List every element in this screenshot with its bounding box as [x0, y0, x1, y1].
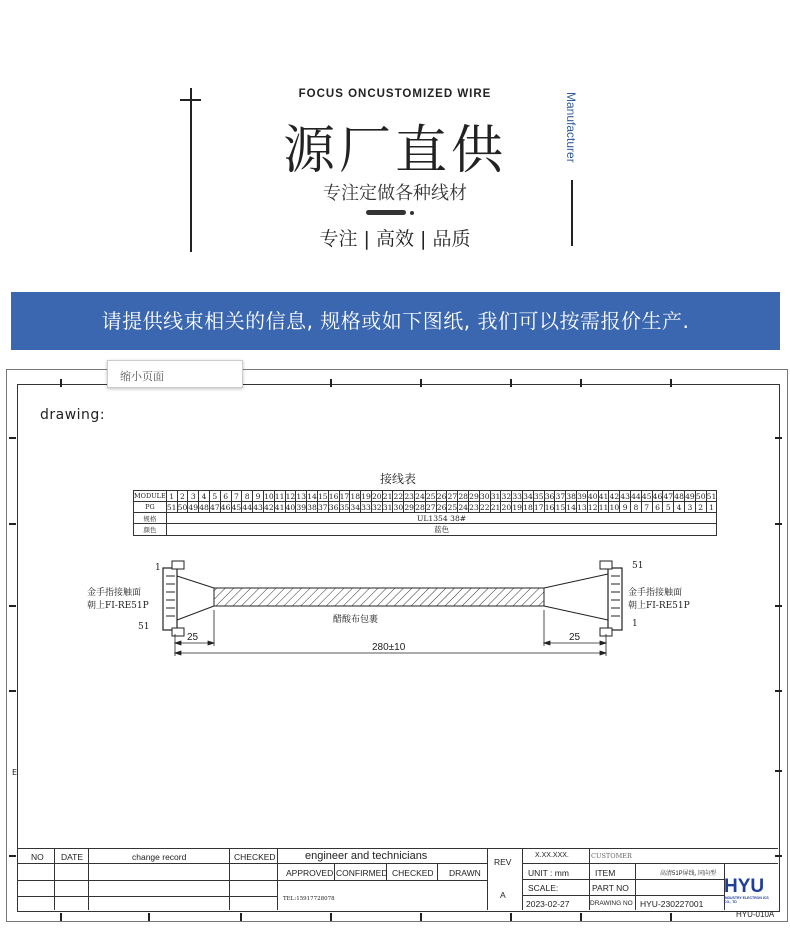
tb-col-date: DATE — [61, 852, 84, 862]
pg-cell: 14 — [566, 502, 576, 512]
module-cell: 27 — [447, 491, 458, 501]
module-cell: 6 — [220, 491, 231, 502]
module-cell: 17 — [339, 491, 350, 501]
module-cell: 26 — [436, 491, 447, 501]
wiring-table-title: 接线表 — [380, 472, 417, 486]
decor-dot — [410, 211, 414, 215]
module-cell: 32 — [501, 491, 512, 501]
pg-cell: 35 — [339, 502, 350, 512]
pg-cell: 48 — [199, 502, 209, 512]
pg-cell: 19 — [512, 502, 522, 512]
pg-cell: 11 — [598, 502, 609, 512]
dim-right: 25 — [569, 632, 581, 643]
drawing-label: drawing: — [40, 407, 106, 423]
decor-dash — [366, 210, 406, 215]
tb-rev: REV — [494, 857, 512, 867]
module-row — [134, 491, 717, 502]
tb-unit: UNIT : mm — [528, 868, 569, 878]
right-note-line2: 朝上FI-RE51P — [628, 601, 690, 611]
module-cell: 50 — [695, 491, 706, 501]
module-cell: 10 — [263, 491, 274, 501]
tb-confirmed: CONFIRMED — [336, 868, 388, 878]
tb-col-no: NO — [31, 852, 44, 862]
pg-cell: 18 — [523, 502, 533, 512]
tb-drawing-no-value: HYU-230227001 — [640, 899, 704, 909]
pg-cell: 29 — [404, 502, 415, 512]
header-subtitle: FOCUS ONCUSTOMIZED WIRE — [298, 88, 492, 100]
pg-cell: 8 — [631, 502, 642, 513]
pg-cell: 44 — [242, 502, 253, 512]
module-cell: 14 — [307, 491, 317, 501]
module-cell: 39 — [577, 491, 587, 501]
tb-tel: TEL:15917728078 — [283, 896, 335, 902]
module-cell: 1 — [166, 491, 177, 502]
dim-total: 280±10 — [372, 642, 406, 653]
pg-row — [134, 502, 717, 513]
pg-cell: 12 — [587, 502, 598, 512]
pg-cell: 26 — [436, 502, 447, 512]
side-manufacturer-text: Manufacturer — [564, 92, 578, 163]
tb-tolerance: X.XX.XXX. — [535, 852, 569, 859]
tb-drawing-no: DRAWING NO — [590, 900, 633, 907]
pg-cell: 45 — [231, 502, 242, 512]
module-cell: 8 — [242, 491, 253, 502]
module-cell: 40 — [587, 491, 598, 501]
pg-cell: 47 — [210, 502, 220, 512]
right-connector — [608, 568, 622, 630]
module-cell: 18 — [350, 491, 361, 501]
module-cell: 24 — [415, 491, 425, 501]
module-cell: 20 — [371, 491, 382, 501]
pg-cell: 15 — [555, 502, 566, 512]
pg-cell: 39 — [296, 502, 307, 512]
pg-cell: 2 — [695, 502, 706, 513]
pg-cell: 28 — [415, 502, 425, 512]
module-cell: 35 — [533, 491, 544, 501]
module-cell: 33 — [512, 491, 522, 501]
module-cell: 47 — [663, 491, 674, 501]
pg-cell: 41 — [274, 502, 285, 512]
pg-cell: 3 — [685, 502, 696, 513]
pg-cell: 23 — [469, 502, 479, 512]
module-cell: 4 — [199, 491, 210, 502]
module-cell: 41 — [598, 491, 609, 501]
pg-cell: 50 — [177, 502, 188, 512]
pg-cell: 17 — [533, 502, 544, 512]
module-cell: 43 — [620, 491, 630, 501]
module-cell: 13 — [296, 491, 307, 501]
pg-cell: 51 — [166, 502, 177, 512]
module-cell: 22 — [393, 491, 404, 501]
module-label: MODULE — [134, 492, 166, 500]
tb-customer: CUSTOMER — [591, 852, 632, 860]
tb-doc-code: HYU-010A — [736, 910, 775, 919]
sheet-zone-mark: E — [12, 768, 18, 777]
tb-item-value: 高清51P屏线, 同向型 — [660, 871, 717, 877]
pg-label: PG — [134, 502, 167, 513]
pg-cell: 5 — [663, 502, 674, 513]
pg-cell: 40 — [285, 502, 296, 512]
module-cell: 19 — [361, 491, 371, 501]
pg-cell: 9 — [620, 502, 631, 513]
pg-cell: 25 — [447, 502, 458, 512]
dim-left: 25 — [187, 632, 199, 643]
pg-cell: 33 — [361, 502, 371, 512]
module-cell: 48 — [674, 491, 684, 501]
pg-cell: 21 — [490, 502, 501, 512]
pg-cell: 20 — [501, 502, 512, 512]
color-value: 蓝色 — [166, 524, 717, 536]
module-cell: 45 — [641, 491, 652, 501]
spec-row — [134, 513, 717, 524]
left-connector — [163, 568, 177, 630]
tb-checked: CHECKED — [392, 868, 434, 878]
module-cell: 44 — [631, 491, 641, 501]
cable-wrap-label: 醋酸布包裹 — [333, 615, 379, 625]
spec-label: 规格 — [134, 513, 167, 524]
right-pin-1: 1 — [632, 619, 638, 629]
module-cell: 37 — [555, 491, 566, 501]
module-cell: 7 — [231, 491, 242, 502]
module-cell: 28 — [458, 491, 468, 501]
pg-cell: 27 — [425, 502, 436, 512]
pg-cell: 7 — [641, 502, 652, 513]
module-cell: 51 — [706, 491, 717, 501]
spec-value: UL1354 38# — [166, 513, 717, 524]
hyu-logo: HYU — [724, 876, 765, 897]
hyu-logo-sub: INDUSTRY ELECTRON ICS CO., TD — [724, 896, 769, 904]
tb-rev-value: A — [500, 890, 506, 900]
pg-cell: 31 — [382, 502, 393, 512]
pg-cell: 43 — [253, 502, 263, 512]
decor-right-line — [571, 180, 573, 246]
module-cell: 23 — [404, 491, 415, 501]
cable-body — [214, 588, 544, 606]
header-tagline: 专注定做各种线材 — [323, 183, 467, 204]
module-cell: 21 — [382, 491, 393, 501]
info-banner: 请提供线束相关的信息, 规格或如下图纸, 我们可以按需报价生产. — [11, 292, 780, 350]
module-cell: 46 — [652, 491, 663, 501]
module-cell: 38 — [566, 491, 576, 501]
left-pin-51: 51 — [138, 622, 150, 632]
pg-cell: 46 — [220, 502, 231, 512]
pg-cell: 4 — [674, 502, 685, 513]
tb-drawn: DRAWN — [449, 868, 481, 878]
tb-approved: APPROVED — [286, 868, 334, 878]
pg-cell: 22 — [479, 502, 490, 512]
module-cell: 25 — [425, 491, 436, 501]
left-note-line1: 金手指接触面 — [87, 588, 142, 598]
module-cell: 15 — [317, 491, 328, 501]
module-cell: 11 — [274, 491, 285, 501]
tb-date: 2023-02-27 — [526, 899, 570, 909]
module-cell: 30 — [479, 491, 490, 501]
pg-cell: 16 — [544, 502, 555, 512]
module-cell: 3 — [188, 491, 199, 502]
module-cell: 9 — [253, 491, 264, 502]
module-cell: 36 — [544, 491, 555, 501]
pg-cell: 34 — [350, 502, 361, 512]
module-cell: 42 — [609, 491, 620, 501]
pg-cell: 10 — [609, 502, 620, 512]
module-cell: 49 — [685, 491, 695, 501]
module-cell: 34 — [523, 491, 533, 501]
popup-label: 缩小页面 — [120, 370, 164, 383]
pg-cell: 49 — [188, 502, 199, 512]
header-features: 专注 | 高效 | 品质 — [319, 228, 471, 250]
tb-engineers: engineer and technicians — [305, 850, 428, 862]
page-title: 源厂直供 — [282, 121, 507, 181]
color-label: 颜色 — [134, 524, 167, 536]
tb-col-change: change record — [132, 852, 187, 862]
tb-part-no: PART NO — [592, 883, 629, 893]
module-cell: 29 — [469, 491, 479, 501]
pg-cell: 42 — [263, 502, 274, 512]
pg-cell: 24 — [458, 502, 468, 512]
pg-cell: 6 — [652, 502, 663, 513]
color-row — [134, 524, 717, 536]
tb-scale: SCALE: — [528, 883, 559, 893]
left-note-line2: 朝上FI-RE51P — [87, 601, 149, 611]
pg-cell: 32 — [371, 502, 382, 512]
pg-cell: 30 — [393, 502, 404, 512]
wiring-table — [133, 490, 717, 536]
pg-cell: 13 — [577, 502, 587, 512]
left-pin-1: 1 — [155, 563, 161, 573]
module-cell: 12 — [285, 491, 296, 501]
pg-cell: 1 — [706, 502, 717, 513]
module-cell: 16 — [328, 491, 339, 501]
module-cell: 5 — [209, 491, 220, 502]
pg-cell: 38 — [307, 502, 317, 512]
tb-item: ITEM — [595, 868, 616, 878]
right-note-line1: 金手指接触面 — [628, 588, 683, 598]
zoom-out-popup[interactable] — [107, 360, 243, 388]
pg-cell: 36 — [328, 502, 339, 512]
module-cell: 2 — [177, 491, 188, 502]
right-pin-51: 51 — [632, 561, 644, 571]
pg-cell: 37 — [317, 502, 328, 512]
tb-col-checked: CHECKED — [234, 852, 276, 862]
module-cell: 31 — [490, 491, 501, 501]
